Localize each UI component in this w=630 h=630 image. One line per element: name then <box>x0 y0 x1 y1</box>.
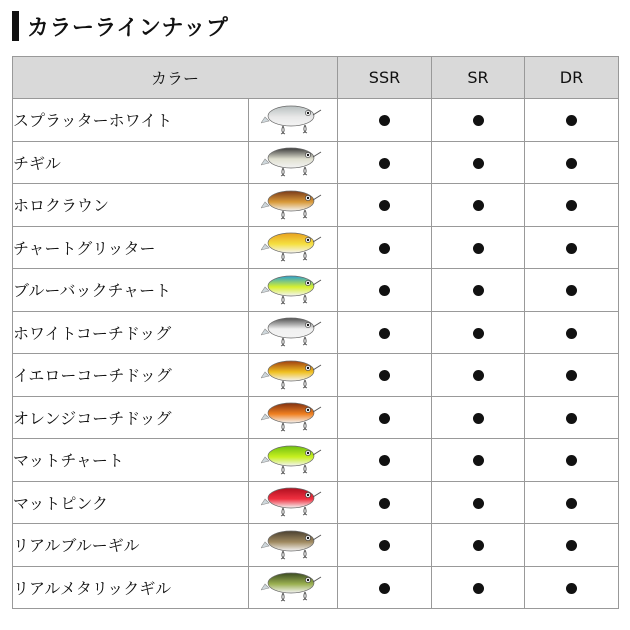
available-dot-icon <box>473 200 484 211</box>
lure-image-cell <box>249 566 338 609</box>
table-row <box>13 396 619 439</box>
lure-icon <box>261 273 325 307</box>
table-row <box>13 439 619 482</box>
availability-ssr <box>338 354 432 397</box>
available-dot-icon <box>379 540 390 551</box>
color-name: マットピンク <box>13 481 249 524</box>
availability-sr <box>432 481 525 524</box>
available-dot-icon <box>566 285 577 296</box>
lure-image-cell <box>249 141 338 184</box>
availability-sr <box>432 566 525 609</box>
table-row <box>13 311 619 354</box>
lure-icon <box>261 443 325 477</box>
lure-icon <box>261 570 325 604</box>
available-dot-icon <box>379 498 390 509</box>
availability-sr <box>432 269 525 312</box>
availability-ssr <box>338 439 432 482</box>
color-name: リアルメタリックギル <box>13 566 249 609</box>
table-row <box>13 269 619 312</box>
availability-dr <box>525 524 619 567</box>
availability-sr <box>432 226 525 269</box>
available-dot-icon <box>473 158 484 169</box>
lure-image-cell <box>249 396 338 439</box>
availability-ssr <box>338 184 432 227</box>
availability-sr <box>432 396 525 439</box>
table-row <box>13 524 619 567</box>
availability-sr <box>432 439 525 482</box>
available-dot-icon <box>379 285 390 296</box>
availability-ssr <box>338 141 432 184</box>
available-dot-icon <box>379 455 390 466</box>
availability-ssr <box>338 99 432 142</box>
color-name: マットチャート <box>13 439 249 482</box>
lure-icon <box>261 103 325 137</box>
color-name: スプラッターホワイト <box>13 99 249 142</box>
available-dot-icon <box>379 370 390 381</box>
availability-dr <box>525 269 619 312</box>
available-dot-icon <box>473 285 484 296</box>
available-dot-icon <box>473 115 484 126</box>
availability-sr <box>432 354 525 397</box>
lure-image-cell <box>249 184 338 227</box>
available-dot-icon <box>473 243 484 254</box>
availability-dr <box>525 226 619 269</box>
heading-accent-bar <box>12 11 19 41</box>
available-dot-icon <box>379 328 390 339</box>
availability-dr <box>525 354 619 397</box>
availability-ssr <box>338 269 432 312</box>
availability-dr <box>525 566 619 609</box>
table-row <box>13 226 619 269</box>
lure-image-cell <box>249 269 338 312</box>
availability-dr <box>525 439 619 482</box>
availability-ssr <box>338 481 432 524</box>
available-dot-icon <box>473 413 484 424</box>
available-dot-icon <box>379 243 390 254</box>
color-lineup-table <box>12 56 619 609</box>
table-row <box>13 481 619 524</box>
availability-dr <box>525 99 619 142</box>
availability-sr <box>432 99 525 142</box>
section-title: カラーラインナップ <box>27 15 229 41</box>
header-dr: DR <box>525 57 619 99</box>
available-dot-icon <box>379 583 390 594</box>
table-row <box>13 566 619 609</box>
available-dot-icon <box>473 328 484 339</box>
availability-ssr <box>338 566 432 609</box>
lure-image-cell <box>249 439 338 482</box>
availability-dr <box>525 396 619 439</box>
lure-icon <box>261 230 325 264</box>
color-name: ホワイトコーチドッグ <box>13 311 249 354</box>
availability-dr <box>525 141 619 184</box>
lure-icon <box>261 358 325 392</box>
lure-image-cell <box>249 481 338 524</box>
available-dot-icon <box>566 540 577 551</box>
available-dot-icon <box>566 328 577 339</box>
lure-icon <box>261 400 325 434</box>
table-row <box>13 184 619 227</box>
lure-icon <box>261 188 325 222</box>
color-name: チギル <box>13 141 249 184</box>
lure-icon <box>261 528 325 562</box>
availability-sr <box>432 184 525 227</box>
lure-image-cell <box>249 524 338 567</box>
lure-icon <box>261 145 325 179</box>
section-heading <box>12 10 228 42</box>
availability-sr <box>432 311 525 354</box>
availability-sr <box>432 524 525 567</box>
available-dot-icon <box>566 158 577 169</box>
table-row <box>13 99 619 142</box>
available-dot-icon <box>566 200 577 211</box>
available-dot-icon <box>379 115 390 126</box>
color-name: リアルブルーギル <box>13 524 249 567</box>
table-row <box>13 141 619 184</box>
available-dot-icon <box>473 498 484 509</box>
availability-dr <box>525 481 619 524</box>
color-name: オレンジコーチドッグ <box>13 396 249 439</box>
available-dot-icon <box>566 243 577 254</box>
availability-ssr <box>338 311 432 354</box>
availability-ssr <box>338 226 432 269</box>
available-dot-icon <box>379 413 390 424</box>
availability-ssr <box>338 396 432 439</box>
lure-image-cell <box>249 226 338 269</box>
available-dot-icon <box>566 115 577 126</box>
lure-image-cell <box>249 354 338 397</box>
available-dot-icon <box>379 158 390 169</box>
color-name: チャートグリッター <box>13 226 249 269</box>
available-dot-icon <box>566 498 577 509</box>
lure-icon <box>261 315 325 349</box>
available-dot-icon <box>473 583 484 594</box>
color-name: ブルーバックチャート <box>13 269 249 312</box>
table-header-row <box>13 57 619 99</box>
table-row <box>13 354 619 397</box>
lure-icon <box>261 485 325 519</box>
header-sr: SR <box>432 57 525 99</box>
availability-dr <box>525 311 619 354</box>
available-dot-icon <box>473 540 484 551</box>
available-dot-icon <box>379 200 390 211</box>
available-dot-icon <box>566 413 577 424</box>
availability-dr <box>525 184 619 227</box>
lure-image-cell <box>249 311 338 354</box>
header-ssr: SSR <box>338 57 432 99</box>
available-dot-icon <box>566 455 577 466</box>
availability-sr <box>432 141 525 184</box>
available-dot-icon <box>566 370 577 381</box>
availability-ssr <box>338 524 432 567</box>
color-name: イエローコーチドッグ <box>13 354 249 397</box>
header-color: カラー <box>13 57 338 99</box>
lure-image-cell <box>249 99 338 142</box>
available-dot-icon <box>473 370 484 381</box>
available-dot-icon <box>473 455 484 466</box>
color-name: ホロクラウン <box>13 184 249 227</box>
available-dot-icon <box>566 583 577 594</box>
